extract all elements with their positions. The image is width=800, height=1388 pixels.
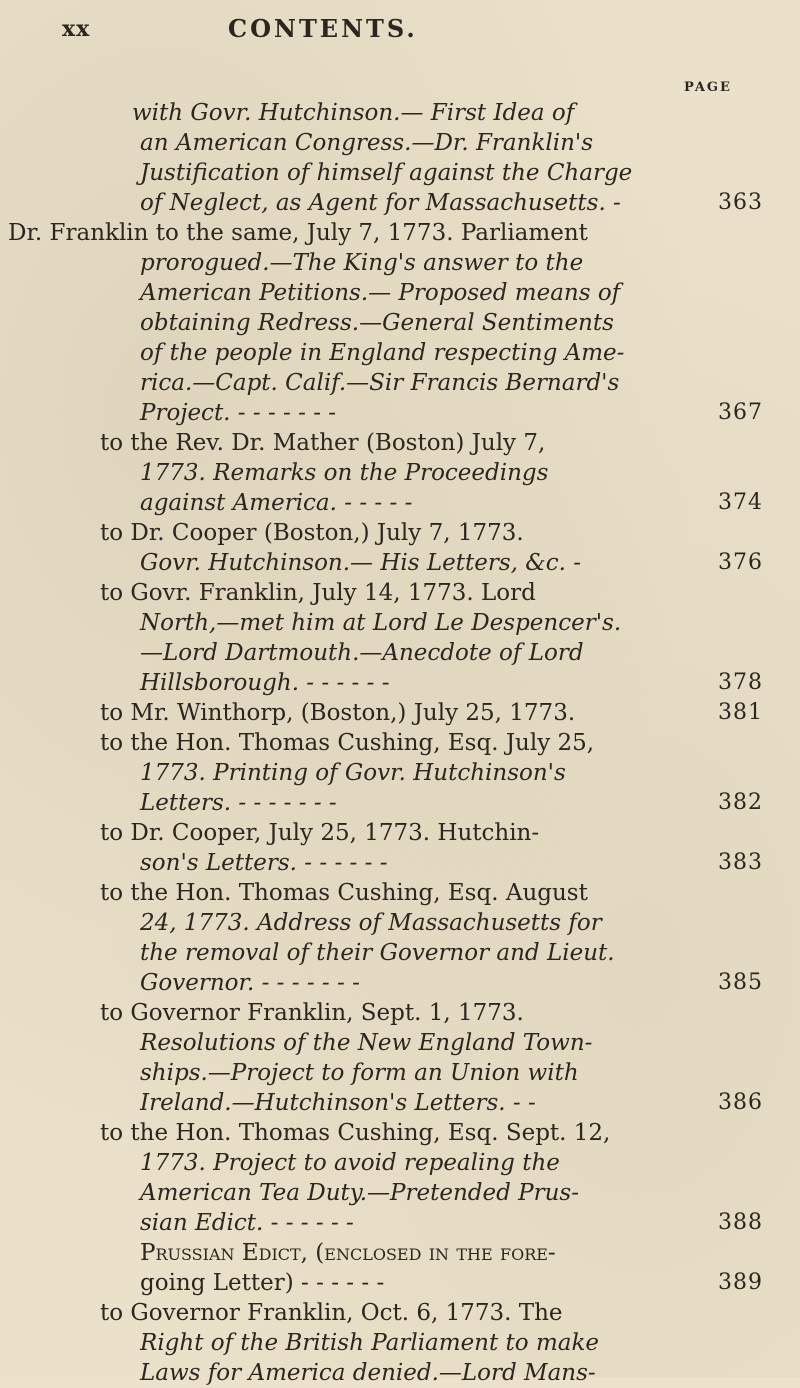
- line-text: Govr. Hutchinson.— His Letters, &c. -: [140, 550, 582, 576]
- line-text: going Letter) - - - - - -: [140, 1270, 385, 1296]
- page-number: 378: [718, 670, 763, 695]
- line-text: Justification of himself against the Charge: [140, 160, 633, 186]
- line-text: 24, 1773. Address of Massachusetts for: [140, 910, 602, 936]
- line-text: sian Edict. - - - - - -: [140, 1210, 354, 1236]
- contents-line: [0, 308, 800, 338]
- line-text: ships.—Project to form an Union with: [140, 1060, 579, 1086]
- line-text: rica.—Capt. Calif.—Sir Francis Bernard's: [140, 370, 620, 396]
- page-number: 381: [718, 700, 763, 725]
- contents-line: [0, 848, 800, 878]
- contents-line: [0, 968, 800, 998]
- page-number: 386: [718, 1090, 763, 1115]
- line-text: Governor. - - - - - - -: [140, 970, 360, 996]
- line-text: obtaining Redress.—General Sentiments: [140, 310, 614, 336]
- contents-line: [0, 188, 800, 218]
- contents-line: [0, 1088, 800, 1118]
- line-text: North,—met him at Lord Le Despencer's.: [140, 610, 622, 636]
- line-text: 1773. Project to avoid repealing the: [140, 1150, 560, 1176]
- contents-line: [0, 578, 800, 608]
- contents-line: [0, 818, 800, 848]
- page-number: 363: [718, 190, 763, 215]
- contents-line: [0, 518, 800, 548]
- folio-number: xx: [62, 16, 91, 42]
- page-number: 388: [718, 1210, 763, 1235]
- contents-line: [0, 1328, 800, 1358]
- line-text: son's Letters. - - - - - -: [140, 850, 388, 876]
- line-text: to the Rev. Dr. Mather (Boston) July 7,: [100, 430, 546, 456]
- contents-line: [0, 728, 800, 758]
- contents-line: [0, 998, 800, 1028]
- contents-line: [0, 488, 800, 518]
- line-text: to the Hon. Thomas Cushing, Esq. July 25,: [100, 730, 595, 756]
- contents-line: [0, 398, 800, 428]
- line-text: to the Hon. Thomas Cushing, Esq. August: [100, 880, 588, 906]
- contents-line: [0, 1208, 800, 1238]
- line-text: Project. - - - - - - -: [140, 400, 337, 426]
- contents-line: [0, 1238, 800, 1268]
- line-text: against America. - - - - -: [140, 490, 413, 516]
- contents-line: [0, 1148, 800, 1178]
- contents-line: [0, 458, 800, 488]
- contents-line: [0, 908, 800, 938]
- contents-line: [0, 248, 800, 278]
- page-number: 367: [718, 400, 763, 425]
- line-text: to the Hon. Thomas Cushing, Esq. Sept. 12,: [100, 1120, 611, 1146]
- line-text: to Dr. Cooper (Boston,) July 7, 1773.: [100, 520, 524, 546]
- line-text: of Neglect, as Agent for Massachusetts. -: [140, 190, 621, 216]
- line-text: American Tea Duty.—Pretended Prus-: [140, 1180, 580, 1206]
- page-number: 389: [718, 1270, 763, 1295]
- contents-line: [0, 1298, 800, 1328]
- line-text: to Governor Franklin, Oct. 6, 1773. The: [100, 1300, 563, 1326]
- line-text: Letters. - - - - - - -: [140, 790, 337, 816]
- contents-line: [0, 1358, 800, 1388]
- contents-line: [0, 1058, 800, 1088]
- contents-line: [0, 608, 800, 638]
- page-number: 376: [718, 550, 763, 575]
- contents-line: [0, 368, 800, 398]
- contents-line: [0, 698, 800, 728]
- line-text: to Governor Franklin, Sept. 1, 1773.: [100, 1000, 524, 1026]
- page-number: 385: [718, 970, 763, 995]
- line-text: Prussian Edict, (enclosed in the fore-: [140, 1240, 556, 1266]
- line-text: Right of the British Parliament to make: [140, 1330, 600, 1356]
- contents-line: [0, 158, 800, 188]
- line-text: Ireland.—Hutchinson's Letters. - -: [140, 1090, 536, 1116]
- contents-line: [0, 938, 800, 968]
- line-text: to Mr. Winthorp, (Boston,) July 25, 1773.: [100, 700, 576, 726]
- page-number: 383: [718, 850, 763, 875]
- page-column-label: PAGE: [684, 80, 732, 95]
- contents-line: [0, 338, 800, 368]
- contents-line: [0, 278, 800, 308]
- contents-line: [0, 638, 800, 668]
- line-text: to Govr. Franklin, July 14, 1773. Lord: [100, 580, 536, 606]
- line-text: of the people in England respecting Ame-: [140, 340, 625, 366]
- contents-line: [0, 98, 800, 128]
- line-text: 1773. Printing of Govr. Hutchinson's: [140, 760, 566, 786]
- line-text: 1773. Remarks on the Proceedings: [140, 460, 549, 486]
- running-head: [0, 6, 800, 46]
- line-text: the removal of their Governor and Lieut.: [140, 940, 615, 966]
- line-text: Hillsborough. - - - - - -: [140, 670, 390, 696]
- line-text: —Lord Dartmouth.—Anecdote of Lord: [140, 640, 584, 666]
- line-text: an American Congress.—Dr. Franklin's: [140, 130, 594, 156]
- contents-line: [0, 788, 800, 818]
- contents-line: [0, 878, 800, 908]
- contents-line: [0, 1268, 800, 1298]
- contents-line: [0, 1118, 800, 1148]
- contents-line: [0, 128, 800, 158]
- contents-line: [0, 218, 800, 248]
- line-text: Laws for America denied.—Lord Mans-: [140, 1360, 596, 1386]
- page-heading: CONTENTS.: [228, 14, 418, 43]
- page-number: 382: [718, 790, 763, 815]
- line-text: to Dr. Cooper, July 25, 1773. Hutchin-: [100, 820, 540, 846]
- contents-line: [0, 428, 800, 458]
- contents-line: [0, 1028, 800, 1058]
- line-text: Resolutions of the New England Town-: [140, 1030, 593, 1056]
- contents-line: [0, 1178, 800, 1208]
- page-number: 374: [718, 490, 763, 515]
- contents-line: [0, 668, 800, 698]
- line-text: prorogued.—The King's answer to the: [140, 250, 584, 276]
- line-text: Dr. Franklin to the same, July 7, 1773. Parliament: [8, 220, 588, 246]
- contents-line: [0, 758, 800, 788]
- line-text: with Govr. Hutchinson.— First Idea of: [132, 100, 575, 126]
- line-text: American Petitions.— Proposed means of: [140, 280, 621, 306]
- contents-line: [0, 548, 800, 578]
